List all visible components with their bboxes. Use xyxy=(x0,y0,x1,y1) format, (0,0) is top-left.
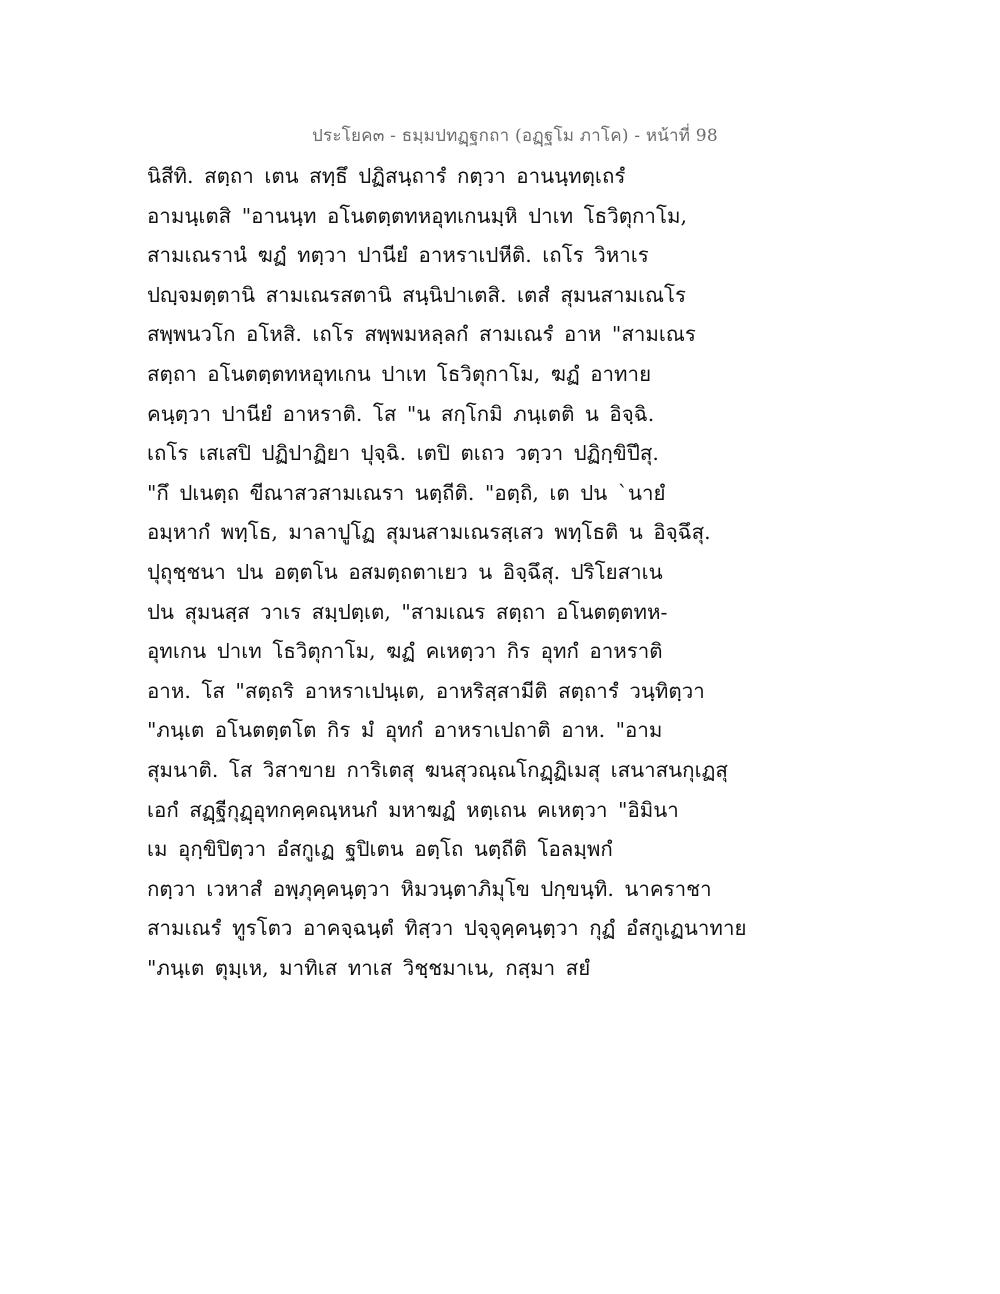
text-line: คนฺตฺวา ปานียํ อาหราติ. โส "น สกฺโกมิ ภนฺเตติ น อิจฺฉิ. xyxy=(147,401,655,426)
text-line: "ภนฺเต อโนตตฺตโต กิร มํ อุทกํ อาหราเปถาติ อาห. "อาม xyxy=(147,718,663,743)
running-header: ประโยค๓ - ธมฺมปทฏฺฐกถา (อฏฺฐโม ภาโค) - หน้าที่ 98 xyxy=(312,126,718,146)
text-line: อุทเกน ปาเท โธวิตุกาโม, ฆฏํ คเหตฺวา กิร อุทกํ อาหราติ xyxy=(147,639,663,664)
text-line: สตฺถา อโนตตฺตทหอุทเกน ปาเท โธวิตุกาโม, ฆฏํ อาทาย xyxy=(147,361,652,386)
body-text xyxy=(147,157,747,988)
text-line: สุมนาติ. โส วิสาขาย การิเตสุ ฆนสุวณฺณโกฏฺฏิเมสุ เสนาสนกุเฏสุ xyxy=(147,757,728,782)
text-line: กตฺวา เวหาสํ อพฺภุคฺคนฺตฺวา หิมวนฺตาภิมุโข ปกฺขนฺทิ. นาคราชา xyxy=(147,876,712,901)
text-line: อามนฺเตสิ "อานนฺท อโนตตฺตทหอุทเกนมฺหิ ปาเท โธวิตุกาโม, xyxy=(147,203,687,228)
text-line: สามเณรํ ทูรโตว อาคจฺฉนฺตํ ทิสฺวา ปจฺจุคฺคนฺตฺวา กุฏํ อํสกูเฏนาทาย xyxy=(147,916,747,941)
text-line: นิสีทิ. สตฺถา เตน สทฺธึ ปฏิสนฺถารํ กตฺวา อานนฺทตฺเถรํ xyxy=(147,164,626,188)
text-line: อมฺหากํ พทฺโธ, มาลาปูโฏ สุมนสามเณรสฺเสว พทฺโธติ น อิจฺฉึสุ. xyxy=(147,520,711,545)
text-line: สามเณรานํ ฆฏํ ทตฺวา ปานียํ อาหราเปหีติ. เถโร วิหาเร xyxy=(147,243,649,268)
text-line: สพฺพนวโก อโหสิ. เถโร สพฺพมหลฺลกํ สามเณรํ อาห "สามเณร xyxy=(147,322,696,347)
text-line: "กึ ปเนตฺถ ขีณาสวสามเณรา นตฺถีติ. "อตฺถิ, เต ปน `นายํ xyxy=(147,480,666,505)
text-line: อาห. โส "สตฺถริ อาหราเปนฺเต, อาหริสฺสามีติ สตฺถารํ วนฺทิตฺวา xyxy=(147,678,705,703)
text-line: เอกํ สฏฺฐีกุฏฺอุทกคฺคณฺหนกํ มหาฆฏํ หตฺเถน คเหตฺวา "อิมินา xyxy=(147,797,679,822)
text-line: ปุถุชฺชนา ปน อตฺตโน อสมตฺถตาเยว น อิจฺฉึสุ. ปริโยสาเน xyxy=(147,559,663,584)
text-line: "ภนฺเต ตุมฺเห, มาทิเส ทาเส วิชฺชมาเน, กสฺมา สยํ xyxy=(147,955,591,980)
text-line: เม อุกฺขิปิตฺวา อํสกูเฏ ฐปิเตน อตฺโถ นตฺถีติ โอลมฺพกํ xyxy=(147,837,613,862)
text-line: เถโร เสเสปิ ปฏิปาฏิยา ปุจฺฉิ. เตปิ ตเถว วตฺวา ปฏิกฺขิปึสุ. xyxy=(147,441,659,466)
text-line: ปน สุมนสฺส วาเร สมฺปตฺเต, "สามเณร สตฺถา อโนตตฺตทห- xyxy=(147,599,668,624)
text-line: ปญฺจมตฺตานิ สามเณรสตานิ สนฺนิปาเตสิ. เตสํ สุมนสามเณโร xyxy=(147,282,687,307)
